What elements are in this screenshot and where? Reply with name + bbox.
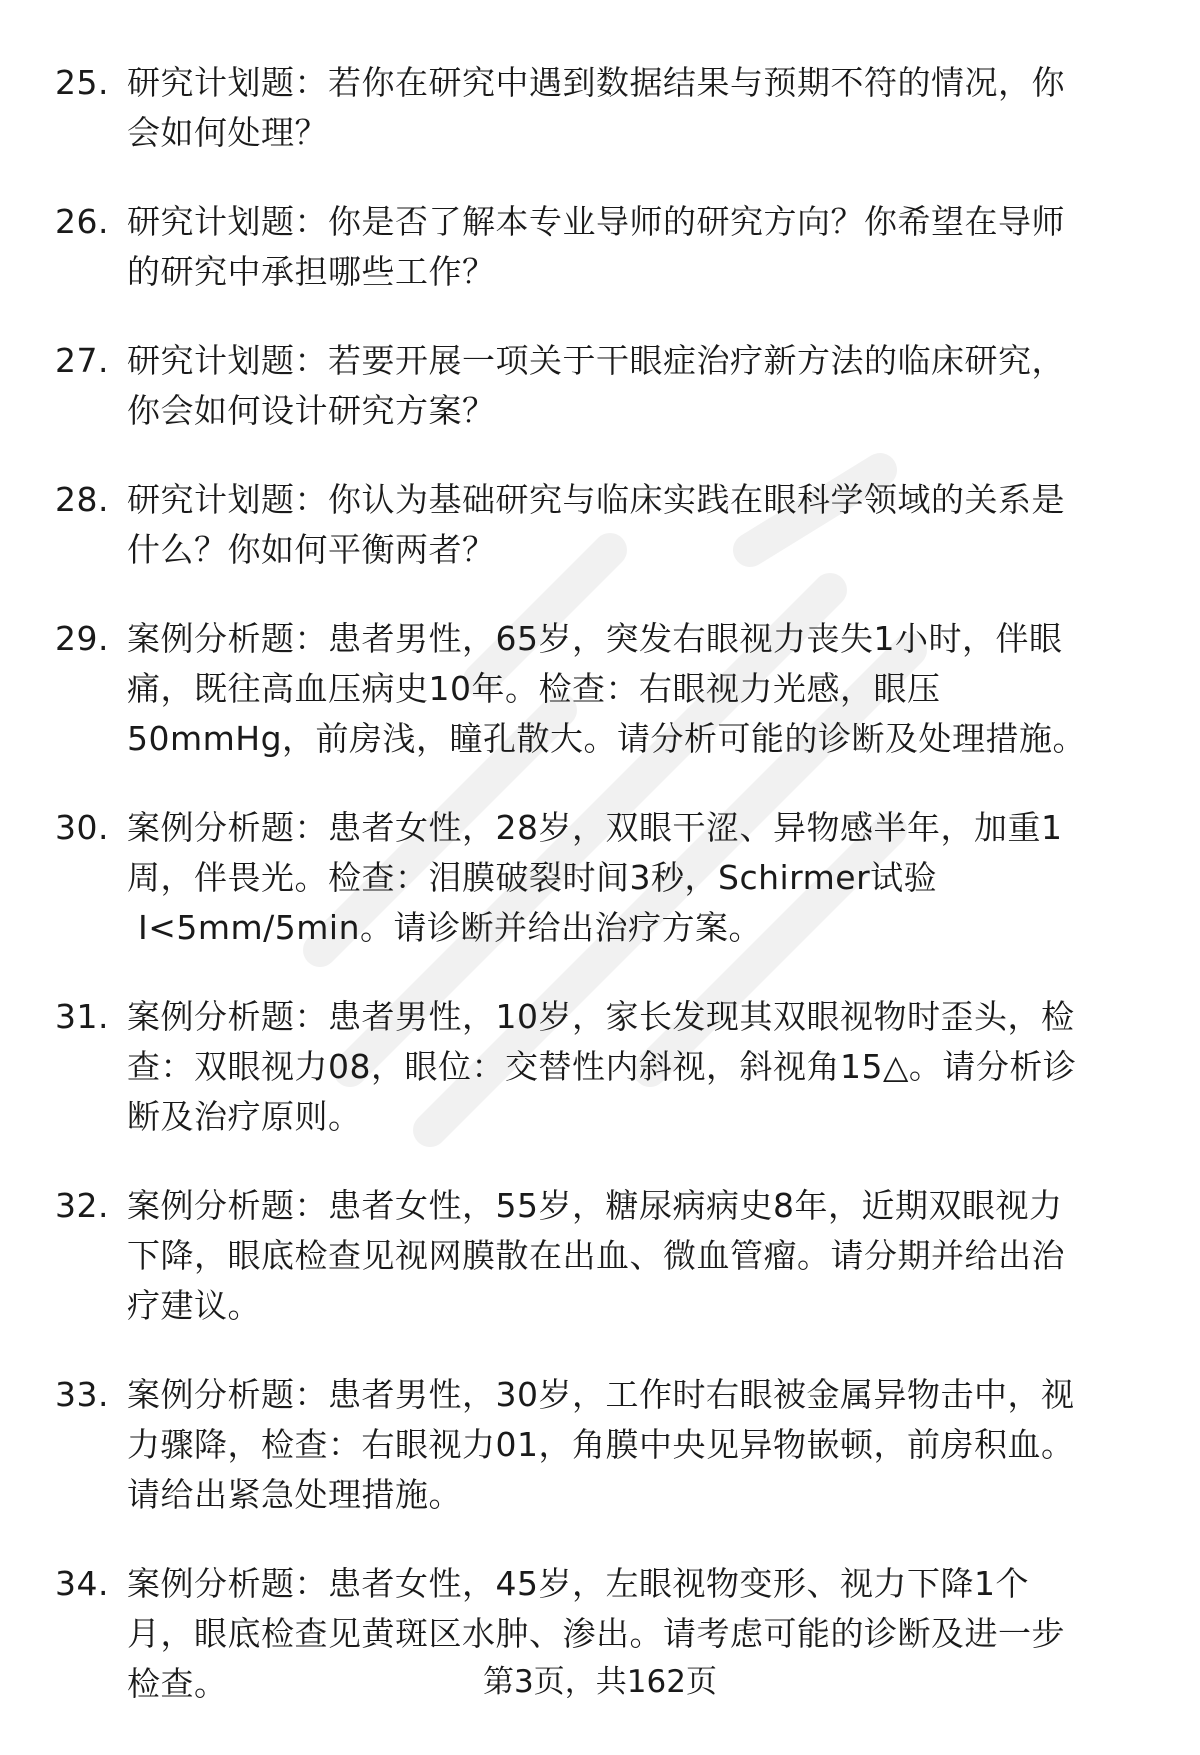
- question-number: 32.: [55, 1186, 109, 1225]
- question-item: [55, 614, 1145, 764]
- question-list: [55, 58, 1145, 1748]
- question-item: [55, 1370, 1145, 1520]
- question-item: [55, 803, 1145, 953]
- question-text: 案例分析题：患者女性，45岁，左眼视物变形、视力下降1个 月，眼底检查见黄斑区水肿、渗出。请考虑可能的诊断及进一步 检查。: [127, 1564, 1065, 1703]
- page-number-label: 第3页，共162页: [483, 1664, 717, 1700]
- question-text: 案例分析题：患者女性，55岁，糖尿病病史8年，近期双眼视力 下降，眼底检查见视网膜散在出血、微血管瘤。请分期并给出治 疗建议。: [127, 1186, 1065, 1325]
- question-item: [55, 58, 1145, 158]
- question-number: 33.: [55, 1375, 109, 1414]
- question-item: [55, 336, 1145, 436]
- question-text: 案例分析题：患者男性，30岁，工作时右眼被金属异物击中，视 力骤降，检查：右眼视力01，角膜中央见异物嵌顿，前房积血。 请给出紧急处理措施。: [127, 1375, 1075, 1514]
- question-number: 31.: [55, 997, 109, 1036]
- question-number: 30.: [55, 808, 109, 847]
- question-number: 28.: [55, 480, 109, 519]
- question-text: 研究计划题：若你在研究中遇到数据结果与预期不符的情况，你 会如何处理？: [127, 63, 1065, 152]
- question-number: 26.: [55, 202, 109, 241]
- question-text: 案例分析题：患者男性，10岁，家长发现其双眼视物时歪头，检 查：双眼视力08，眼位：交替性内斜视，斜视角15△。请分析诊 断及治疗原则。: [127, 997, 1077, 1136]
- question-item: [55, 197, 1145, 297]
- question-number: 29.: [55, 619, 109, 658]
- question-text: 案例分析题：患者女性，28岁，双眼干涩、异物感半年，加重1 周，伴畏光。检查：泪膜破裂时间3秒，Schirmer试验 Ⅰ<5mm/5min。请诊断并给出治疗方案。: [127, 808, 1063, 947]
- page-footer: [0, 1660, 1200, 1704]
- question-number: 25.: [55, 63, 109, 102]
- question-text: 研究计划题：若要开展一项关于干眼症治疗新方法的临床研究， 你会如何设计研究方案？: [127, 341, 1065, 430]
- question-item: [55, 1181, 1145, 1331]
- question-text: 研究计划题：你认为基础研究与临床实践在眼科学领域的关系是 什么？你如何平衡两者？: [127, 480, 1065, 569]
- question-number: 27.: [55, 341, 109, 380]
- question-item: [55, 475, 1145, 575]
- question-text: 研究计划题：你是否了解本专业导师的研究方向？你希望在导师 的研究中承担哪些工作？: [127, 202, 1065, 291]
- question-text: 案例分析题：患者男性，65岁，突发右眼视力丧失1小时，伴眼 痛，既往高血压病史10年。检查：右眼视力光感，眼压 50mmHg，前房浅，瞳孔散大。请分析可能的诊断及处理措施。: [127, 619, 1087, 758]
- question-number: 34.: [55, 1564, 109, 1603]
- question-item: [55, 992, 1145, 1142]
